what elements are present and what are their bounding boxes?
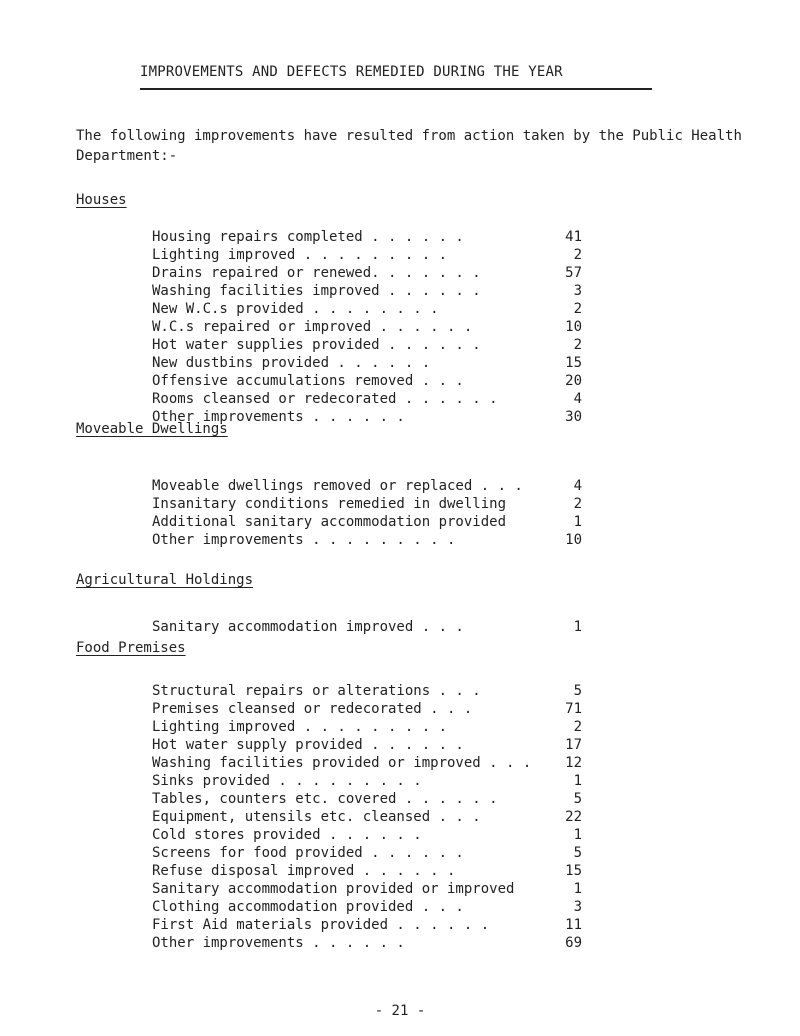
item-value: 30 [565,409,582,425]
list-item [152,736,582,754]
item-label: Hot water supplies provided . . . . . . [152,337,481,353]
list-item [152,228,582,246]
moveable-dwellings-list [152,477,582,549]
item-value: 15 [565,863,582,879]
item-value: 12 [565,755,582,771]
item-value: 20 [565,373,582,389]
item-label: Cold stores provided . . . . . . [152,827,422,843]
item-label: Structural repairs or alterations . . . [152,683,481,699]
item-value: 57 [565,265,582,281]
list-item [152,495,582,513]
item-value: 3 [573,899,582,915]
list-item [152,390,582,408]
item-label: Insanitary conditions remedied in dwelling [152,496,507,512]
list-item [152,826,582,844]
item-value: 1 [573,619,582,635]
section-heading-moveable-dwellings: Moveable Dwellings [76,421,228,437]
item-label: Tables, counters etc. covered . . . . . . [152,791,498,807]
item-value: 4 [573,478,582,494]
list-item [152,282,582,300]
list-item [152,808,582,826]
item-label: Hot water supply provided . . . . . . [152,737,464,753]
intro-paragraph: The following improvements have resulted from action taken by the Public Health Department:- [76,128,742,164]
item-label: Additional sanitary accommodation provided [152,514,507,530]
list-item [152,700,582,718]
list-item [152,372,582,390]
item-value: 17 [565,737,582,753]
item-label: Sanitary accommodation provided or improved [152,881,515,897]
section-heading-food-premises: Food Premises [76,640,186,656]
list-item [152,513,582,531]
item-value: 2 [573,496,582,512]
item-value: 5 [573,845,582,861]
item-value: 10 [565,532,582,548]
page-title: IMPROVEMENTS AND DEFECTS REMEDIED DURING THE YEAR [140,64,563,80]
item-value: 10 [565,319,582,335]
item-label: Rooms cleansed or redecorated . . . . . . [152,391,498,407]
item-value: 1 [573,827,582,843]
list-item [152,754,582,772]
item-label: Refuse disposal improved . . . . . . [152,863,456,879]
list-item [152,354,582,372]
item-label: W.C.s repaired or improved . . . . . . [152,319,473,335]
list-item [152,880,582,898]
item-value: 2 [573,247,582,263]
item-label: Screens for food provided . . . . . . [152,845,464,861]
item-label: Other improvements . . . . . . [152,409,405,425]
list-item [152,934,582,952]
list-item [152,682,582,700]
item-value: 2 [573,719,582,735]
item-label: Washing facilities improved . . . . . . [152,283,481,299]
item-value: 2 [573,301,582,317]
item-label: Clothing accommodation provided . . . [152,899,464,915]
list-item [152,336,582,354]
list-item [152,264,582,282]
food-premises-list [152,682,582,952]
item-label: Lighting improved . . . . . . . . . [152,247,448,263]
section-heading-agricultural-holdings: Agricultural Holdings [76,572,254,588]
list-item [152,862,582,880]
item-value: 1 [573,773,582,789]
list-item [152,844,582,862]
item-label: Drains repaired or renewed. . . . . . . [152,265,481,281]
item-label: Housing repairs completed . . . . . . [152,229,464,245]
item-value: 1 [573,514,582,530]
list-item [152,300,582,318]
item-label: Offensive accumulations removed . . . [152,373,464,389]
item-value: 1 [573,881,582,897]
item-value: 4 [573,391,582,407]
item-value: 69 [565,935,582,951]
page-number: - 21 - [374,1003,426,1019]
item-label: New dustbins provided . . . . . . [152,355,431,371]
item-label: Sinks provided . . . . . . . . . [152,773,422,789]
item-label: Other improvements . . . . . . [152,935,405,951]
item-label: Equipment, utensils etc. cleansed . . . [152,809,481,825]
list-item [152,898,582,916]
item-value: 41 [565,229,582,245]
item-label: Premises cleansed or redecorated . . . [152,701,473,717]
item-value: 3 [573,283,582,299]
item-value: 2 [573,337,582,353]
item-value: 5 [573,683,582,699]
item-label: Washing facilities provided or improved . . . [152,755,532,771]
list-item [152,531,582,549]
item-value: 11 [565,917,582,933]
title-rule [140,88,652,90]
item-label: Sanitary accommodation improved . . . [152,619,464,635]
houses-list [152,228,582,426]
item-label: New W.C.s provided . . . . . . . . [152,301,439,317]
list-item [152,916,582,934]
item-value: 5 [573,791,582,807]
item-value: 71 [565,701,582,717]
section-heading-houses: Houses [76,192,127,208]
item-label: Lighting improved . . . . . . . . . [152,719,448,735]
list-item [152,246,582,264]
item-label: First Aid materials provided . . . . . . [152,917,490,933]
list-item [152,477,582,495]
list-item [152,772,582,790]
list-item [152,618,582,636]
list-item [152,318,582,336]
item-label: Moveable dwellings removed or replaced . . . [152,478,523,494]
item-value: 15 [565,355,582,371]
item-value: 22 [565,809,582,825]
list-item [152,790,582,808]
item-label: Other improvements . . . . . . . . . [152,532,456,548]
list-item [152,718,582,736]
agricultural-holdings-list [152,618,582,636]
